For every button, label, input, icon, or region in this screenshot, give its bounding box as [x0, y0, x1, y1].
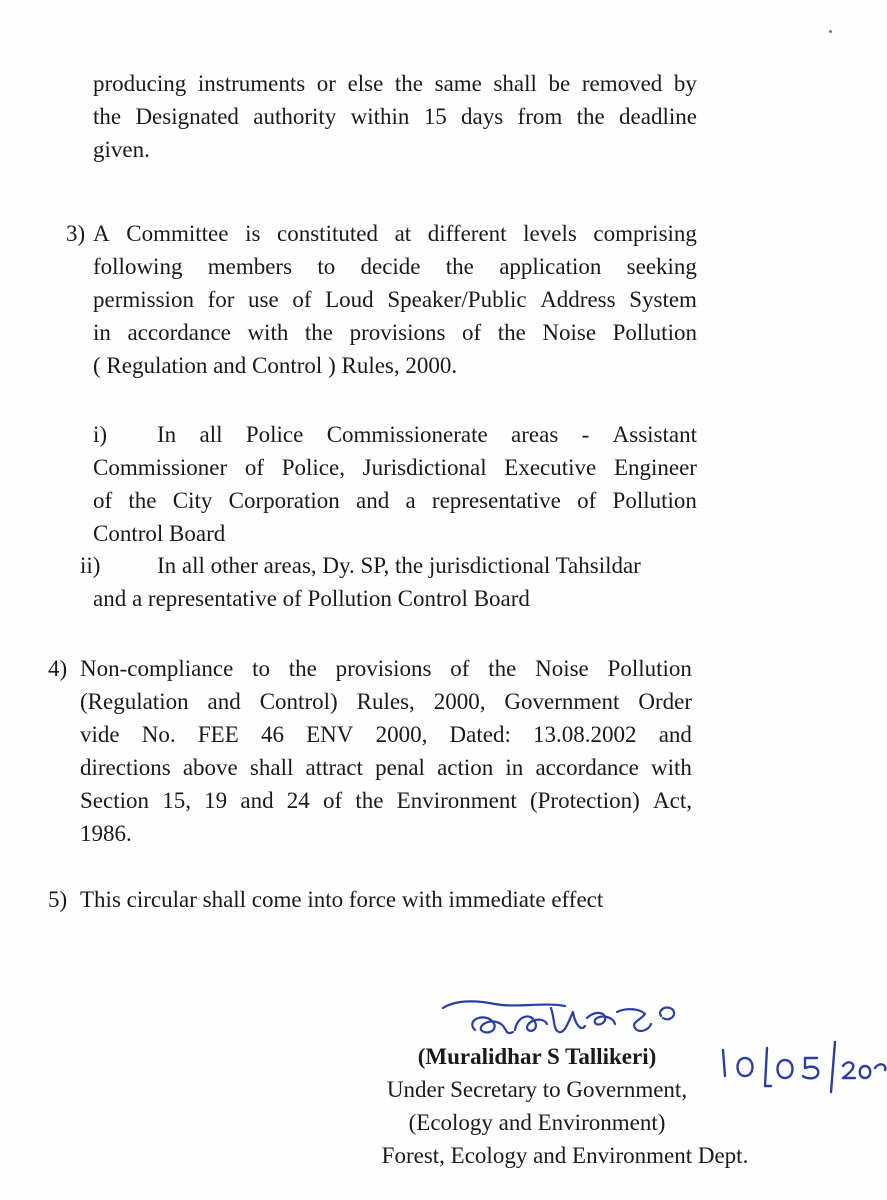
- signatory-name: (Muralidhar S Tallikeri): [417, 1044, 657, 1069]
- intro-line: [93, 67, 697, 100]
- word: and: [356, 488, 390, 513]
- word: (Protection): [529, 788, 640, 813]
- word: levels: [523, 221, 577, 246]
- word: Dated:: [449, 722, 511, 747]
- word: Loud: [325, 287, 374, 312]
- word: or: [316, 71, 336, 96]
- signature-block: [362, 1040, 792, 1172]
- word: of: [244, 455, 265, 480]
- sub-item-i-line: [93, 484, 697, 517]
- word: 15: [423, 104, 447, 129]
- item-4-line: 1986.: [80, 821, 132, 846]
- word: be: [548, 71, 571, 96]
- word: Pollution: [607, 656, 692, 681]
- word: same: [434, 71, 482, 96]
- word: removed: [581, 71, 663, 96]
- intro-line: given.: [93, 137, 150, 162]
- word: System: [629, 287, 697, 312]
- word: Address: [540, 287, 616, 312]
- word: the: [355, 788, 384, 813]
- word: of: [577, 488, 597, 513]
- word: decide: [360, 254, 421, 279]
- item-3-line: ( Regulation and Control ) Rules, 2000.: [93, 353, 458, 378]
- word: days: [461, 104, 504, 129]
- item-4-paragraph: [80, 652, 692, 850]
- word: In: [157, 422, 177, 447]
- word: Designated: [135, 104, 239, 129]
- signatory-division: (Ecology and Environment): [408, 1110, 666, 1135]
- word: 24: [286, 788, 310, 813]
- word: of: [93, 488, 113, 513]
- word: the: [304, 320, 333, 345]
- word: No.: [141, 722, 176, 747]
- word: authority: [253, 104, 337, 129]
- word: A: [93, 221, 110, 246]
- word: following: [93, 254, 183, 279]
- word: Act,: [653, 788, 692, 813]
- word: permission: [93, 287, 194, 312]
- sub-item-ii-line: and a representative of Pollution Control Board: [93, 586, 530, 611]
- word: the: [497, 320, 526, 345]
- word: of: [322, 788, 343, 813]
- word: at: [394, 221, 412, 246]
- word: attract: [305, 755, 363, 780]
- item-5-number: 5): [48, 887, 68, 912]
- word: of: [450, 656, 470, 681]
- word: penal: [375, 755, 425, 780]
- word: application: [499, 254, 602, 279]
- word: Police,: [281, 455, 345, 480]
- word: Pollution: [612, 488, 697, 513]
- word: -: [581, 422, 590, 447]
- item-5-line: This circular shall come into force with immediate effect: [80, 887, 604, 912]
- word: in: [505, 755, 524, 780]
- word: comprising: [593, 221, 697, 246]
- signatory-department: Forest, Ecology and Environment Dept.: [381, 1143, 749, 1168]
- item-3-number: 3): [66, 221, 86, 246]
- word: to: [317, 254, 336, 279]
- word: for: [207, 287, 235, 312]
- word: in: [93, 320, 111, 345]
- word: within: [350, 104, 410, 129]
- word: provisions: [335, 656, 432, 681]
- word: 2000,: [433, 689, 486, 714]
- word: Pollution: [612, 320, 697, 345]
- word: the: [488, 656, 517, 681]
- word: Police: [245, 422, 304, 447]
- word: instruments: [197, 71, 306, 96]
- item-4-line: [80, 652, 692, 685]
- sub-item-i-number: i): [93, 422, 108, 447]
- word: Commissioner: [93, 455, 228, 480]
- item-4-line: [80, 685, 692, 718]
- word: the: [576, 104, 605, 129]
- word: Engineer: [613, 455, 697, 480]
- word: Noise: [535, 656, 589, 681]
- intro-line: [93, 100, 697, 133]
- word: 13.08.2002: [533, 722, 637, 747]
- word: 19: [204, 788, 228, 813]
- word: provisions: [349, 320, 446, 345]
- word: Speaker/Public: [387, 287, 527, 312]
- word: Non-compliance: [80, 656, 234, 681]
- sub-item-ii-line: In all other areas, Dy. SP, the jurisdictional Tahsildar: [157, 553, 641, 578]
- word: producing: [93, 71, 187, 96]
- word: (Regulation: [80, 689, 189, 714]
- word: Section: [80, 788, 149, 813]
- word: Commissionerate: [326, 422, 488, 447]
- word: and: [240, 788, 274, 813]
- item-4-line: [80, 784, 692, 817]
- word: Jurisdictional: [362, 455, 487, 480]
- word: the: [445, 254, 474, 279]
- item-5-paragraph: [80, 883, 692, 916]
- item-3-line: [93, 316, 697, 349]
- word: and: [658, 722, 692, 747]
- sub-item-ii-number: ii): [80, 553, 101, 578]
- sub-item-i-line: Control Board: [93, 521, 226, 546]
- word: the: [93, 104, 122, 129]
- word: by: [673, 71, 697, 96]
- word: deadline: [619, 104, 697, 129]
- word: from: [517, 104, 563, 129]
- word: the: [394, 71, 424, 96]
- word: Noise: [542, 320, 597, 345]
- word: all: [199, 422, 223, 447]
- word: City: [172, 488, 213, 513]
- item-3-line: [93, 283, 697, 316]
- word: ENV: [306, 722, 354, 747]
- item-4-line: [80, 718, 692, 751]
- word: constituted: [277, 221, 378, 246]
- word: members: [207, 254, 293, 279]
- word: with: [651, 755, 692, 780]
- word: shall: [493, 71, 537, 96]
- item-4-number: 4): [48, 656, 68, 681]
- word: vide: [80, 722, 120, 747]
- word: and: [207, 689, 241, 714]
- word: 2000,: [375, 722, 428, 747]
- word: of: [292, 287, 312, 312]
- word: to: [252, 656, 270, 681]
- scan-speck: [829, 30, 832, 33]
- word: accordance: [127, 320, 231, 345]
- word: shall: [249, 755, 294, 780]
- word: Rules,: [356, 689, 415, 714]
- item-3-paragraph: [93, 217, 697, 382]
- word: Order: [638, 689, 692, 714]
- word: action: [437, 755, 494, 780]
- word: Assistant: [612, 422, 697, 447]
- word: directions: [80, 755, 171, 780]
- word: areas: [511, 422, 559, 447]
- word: different: [427, 221, 507, 246]
- sub-item-i-line: [93, 451, 697, 484]
- word: a: [405, 488, 416, 513]
- intro-paragraph: [93, 67, 697, 166]
- word: Committee: [126, 221, 229, 246]
- item-3-line: [93, 250, 697, 283]
- word: FEE: [197, 722, 239, 747]
- sub-item-i-line: [93, 418, 697, 451]
- sub-item-i-paragraph: [93, 418, 697, 550]
- word: Corporation: [228, 488, 340, 513]
- word: 46: [260, 722, 284, 747]
- word: the: [288, 656, 317, 681]
- word: accordance: [535, 755, 639, 780]
- word: Executive: [504, 455, 597, 480]
- word: 15,: [162, 788, 191, 813]
- word: with: [247, 320, 289, 345]
- word: Environment: [396, 788, 517, 813]
- word: else: [347, 71, 384, 96]
- item-3-line: [93, 217, 697, 250]
- word: the: [128, 488, 157, 513]
- word: use: [248, 287, 279, 312]
- word: is: [245, 221, 261, 246]
- word: Control): [259, 689, 338, 714]
- word: representative: [431, 488, 561, 513]
- signatory-designation: Under Secretary to Government,: [386, 1077, 688, 1102]
- sub-item-ii-paragraph: [93, 549, 697, 615]
- item-4-line: [80, 751, 692, 784]
- word: of: [461, 320, 482, 345]
- word: Government: [504, 689, 620, 714]
- word: seeking: [626, 254, 697, 279]
- word: above: [182, 755, 238, 780]
